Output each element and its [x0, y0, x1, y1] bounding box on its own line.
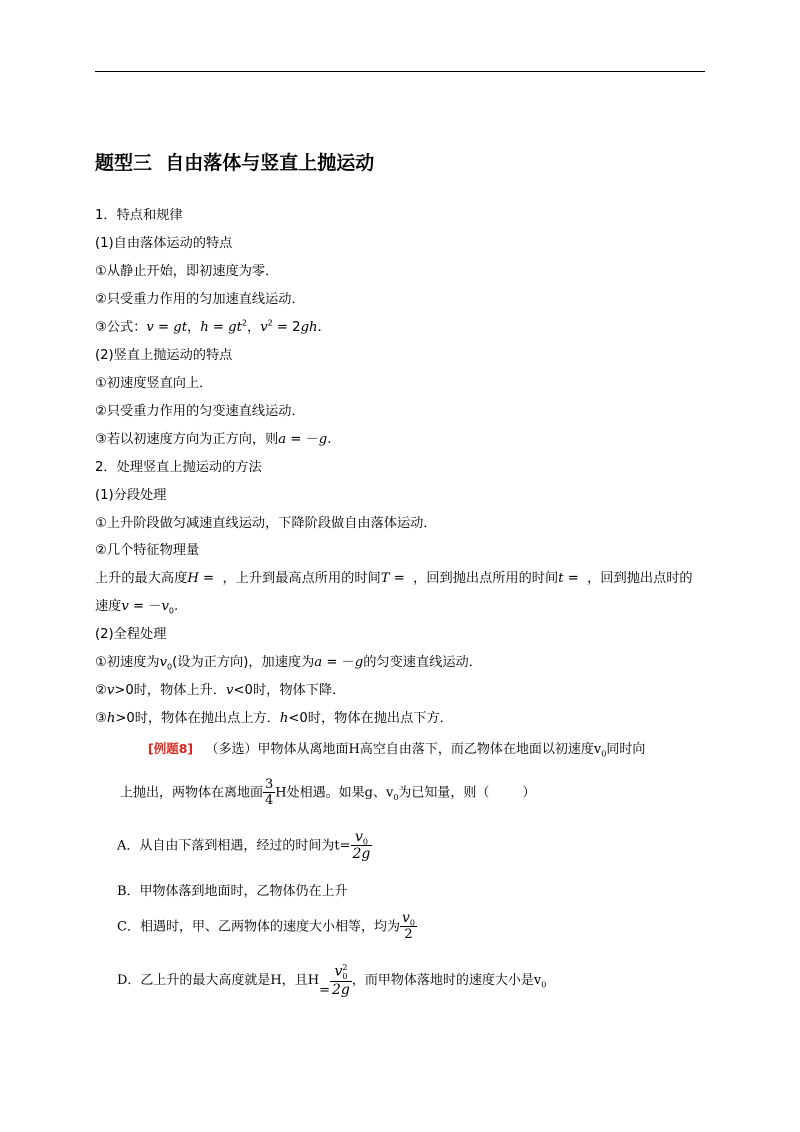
- text-line: ②几个特征物理量: [95, 543, 200, 558]
- text-line: 2．处理竖直上抛运动的方法: [95, 460, 262, 475]
- option-a: A．从自由下落到相遇，经过的时间为t= $\frac{v_0}{2g}$: [117, 829, 371, 862]
- text-line: (1)自由落体运动的特点: [95, 236, 233, 251]
- example-tag: [例题8]: [148, 741, 194, 756]
- text-line: (2)全程处理: [95, 627, 167, 642]
- example-line-2: 上抛出，两物体在离地面 $\frac{3}{4}$ H处相遇。如果g、$v_0$为已知量，则（ ）: [120, 777, 536, 808]
- text-line: ③若以初速度方向为正方向，则a = －g.: [95, 432, 332, 447]
- text-line: ①从静止开始，即初速度为零．: [95, 264, 279, 279]
- fraction-v0sq-over-2g: v 2 0 2g: [332, 963, 350, 998]
- text-line: ③h>0时，物体在抛出点上方．h<0时，物体在抛出点下方．: [95, 711, 453, 726]
- text-line: ②只受重力作用的匀变速直线运动．: [95, 404, 305, 419]
- text-line: ②只受重力作用的匀加速直线运动．: [95, 292, 305, 307]
- text-line: 速度$v = -v_0$.: [95, 599, 179, 616]
- text-line: (2)竖直上抛运动的特点: [95, 348, 233, 363]
- formula-line: ③公式：v = gt，$h = gt^2$，$v^2 = 2gh$.: [95, 318, 322, 335]
- option-d: D．乙上升的最大高度就是H，且H= v 2 0 2g ，而甲物体落地时的速度大小是$v_0$: [117, 963, 547, 998]
- option-c: C．相遇时，甲、乙两物体的速度大小相等，均为 $\frac{v_0}{2}$: [117, 910, 415, 942]
- text-line: ①初速度为$v_0$(设为正方向)，加速度为a = －g的匀变速直线运动．: [95, 655, 482, 672]
- text-line: ①上升阶段做匀减速直线运动，下降阶段做自由落体运动．: [95, 516, 437, 531]
- fraction-v0-over-2: $\frac{v_0}{2}$: [401, 910, 415, 942]
- example-intro: [例题8] （多选）甲物体从离地面H高空自由落下，而乙物体在地面以初速度$v_0$同时向: [148, 741, 646, 759]
- fraction-three-quarters: $\frac{3}{4}$: [265, 777, 274, 808]
- fraction-v0-over-2g: $\frac{v_0}{2g}$: [352, 829, 371, 862]
- text-line: ②v>0时，物体上升．v<0时，物体下降．: [95, 683, 346, 698]
- text-line: ①初速度竖直向上．: [95, 376, 213, 391]
- option-b: B．甲物体落到地面时，乙物体仍在上升: [117, 884, 348, 899]
- section-title: 题型三 自由落体与竖直上抛运动: [95, 152, 375, 174]
- text-line: 上升的最大高度H = ，上升到最高点所用的时间T = ，回到抛出点所用的时间t = ，回到抛出点时的: [95, 571, 693, 586]
- text-line: 1．特点和规律: [95, 208, 183, 223]
- text-line: (1)分段处理: [95, 488, 167, 503]
- header-rule: [95, 71, 705, 72]
